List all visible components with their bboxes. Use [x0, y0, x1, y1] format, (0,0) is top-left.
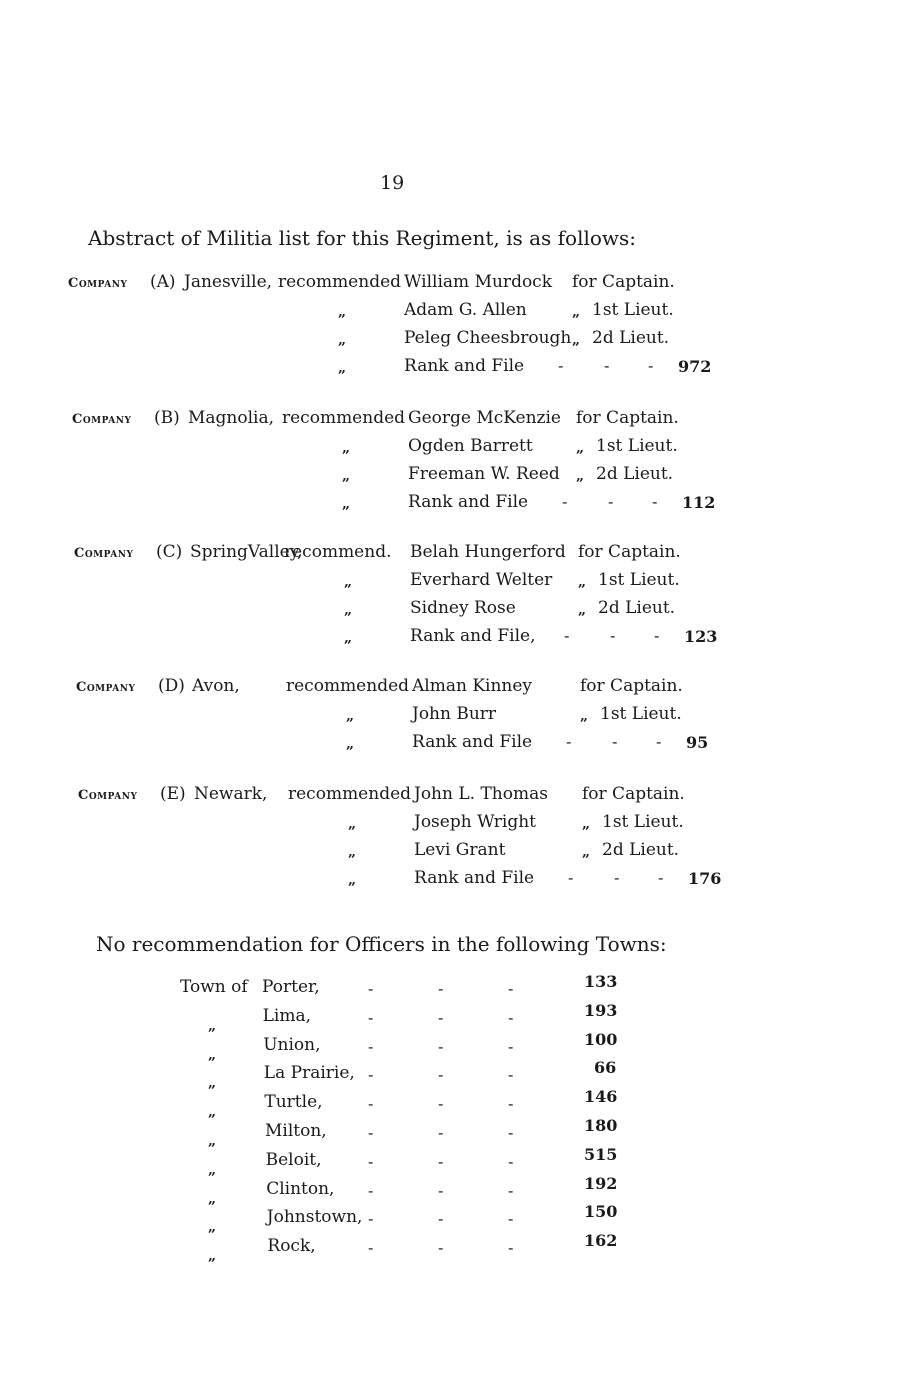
officer-name: Rank and File, — [410, 626, 536, 646]
recommended-label: recommended — [288, 784, 412, 804]
leader-dash: - — [508, 1036, 514, 1056]
ditto-mark: „ — [346, 736, 355, 752]
officer-name: Belah Hungerford — [410, 542, 566, 562]
ditto-mark: „ — [578, 574, 587, 590]
ditto-mark: „ — [208, 1017, 217, 1034]
leader-dash: - — [438, 1007, 444, 1027]
leader-dash: - — [438, 979, 444, 998]
leader-dash: - — [438, 1151, 444, 1171]
ditto-mark: „ — [582, 816, 591, 832]
leader-dash: - — [368, 1180, 374, 1200]
leader-dash: - — [508, 1065, 514, 1085]
ditto-mark: „ — [338, 332, 347, 348]
ditto-mark: „ — [208, 1248, 217, 1265]
officer-name: William Murdock — [404, 272, 553, 292]
rank-file-count: 176 — [688, 869, 722, 888]
leader-dash: - — [508, 1180, 514, 1200]
leader-dash: - — [368, 1036, 374, 1056]
leader-dash: - — [566, 732, 572, 751]
leader-dash: - — [438, 1065, 444, 1085]
officer-rank: 2d Lieut. — [592, 328, 670, 348]
officer-rank: 2d Lieut. — [596, 464, 674, 484]
ditto-mark: „ — [576, 440, 585, 456]
recommended-label: recommend. — [284, 542, 392, 562]
officer-name: Rank and File — [414, 868, 535, 888]
ditto-mark: „ — [576, 468, 585, 484]
officer-name: Levi Grant — [414, 840, 506, 860]
officer-name: Ogden Barrett — [408, 436, 533, 456]
officer-name: Sidney Rose — [410, 598, 516, 618]
officer-name: Freeman W. Reed — [408, 464, 560, 484]
leader-dash: - — [658, 868, 664, 887]
leader-dash: - — [508, 1209, 514, 1229]
officer-name: Joseph Wright — [414, 812, 537, 832]
abstract-heading: Abstract of Militia list for this Regiment, is as follows: — [88, 226, 637, 250]
town-prefix: Town of — [180, 977, 248, 997]
leader-dash: - — [368, 1007, 374, 1027]
ditto-mark: „ — [208, 1133, 217, 1149]
officer-rank: for Captain. — [572, 272, 675, 292]
rank-file-count: 95 — [686, 733, 709, 752]
officer-name: George McKenzie — [408, 408, 561, 428]
leader-dash: - — [368, 1094, 374, 1114]
leader-dash: - — [438, 1180, 444, 1200]
recommended-label: recommended — [286, 676, 410, 696]
town-name: Clinton, — [266, 1178, 335, 1199]
leader-dash: - — [610, 626, 616, 645]
leader-dash: - — [568, 868, 574, 887]
leader-dash: - — [438, 1094, 444, 1114]
leader-dash: - — [604, 356, 610, 375]
officer-rank: 2d Lieut. — [602, 840, 680, 860]
officer-rank: 2d Lieut. — [598, 598, 676, 618]
recommended-label: recommended — [278, 272, 402, 292]
leader-dash: - — [608, 492, 614, 511]
leader-dash: - — [564, 626, 570, 645]
town-name: Johnstown, — [266, 1207, 363, 1228]
ditto-mark: „ — [580, 708, 589, 724]
town-name: Rock, — [267, 1236, 316, 1257]
town-count: 150 — [584, 1202, 618, 1222]
town-count: 146 — [584, 1087, 618, 1107]
rank-file-count: 972 — [678, 357, 712, 376]
town-count: 133 — [584, 972, 618, 991]
leader-dash: - — [614, 868, 620, 887]
town-count: 515 — [584, 1144, 618, 1164]
town-name: Beloit, — [265, 1149, 322, 1170]
ditto-mark: „ — [338, 304, 347, 320]
ditto-mark: „ — [348, 872, 357, 888]
officer-rank: for Captain. — [576, 408, 679, 428]
company-town: Newark, — [194, 784, 268, 804]
ditto-mark: „ — [572, 304, 581, 320]
town-count: 180 — [584, 1116, 618, 1135]
company-letter: (B) — [154, 408, 180, 428]
rank-file-count: 123 — [684, 627, 718, 646]
leader-dash: - — [612, 732, 618, 751]
company-label: Company — [76, 680, 136, 695]
officer-rank: 1st Lieut. — [598, 570, 680, 590]
company-letter: (E) — [160, 784, 186, 804]
officer-name: Adam G. Allen — [404, 300, 527, 320]
ditto-mark: „ — [346, 708, 355, 724]
company-town: Avon, — [192, 676, 240, 696]
company-town: Magnolia, — [188, 408, 275, 428]
leader-dash: - — [508, 979, 514, 998]
officer-rank: for Captain. — [578, 542, 681, 562]
officer-rank: 1st Lieut. — [592, 300, 674, 320]
leader-dash: - — [508, 1123, 514, 1142]
ditto-mark: „ — [344, 602, 353, 618]
town-count: 162 — [584, 1231, 618, 1251]
company-letter: (A) — [150, 272, 176, 292]
company-label: Company — [72, 412, 132, 427]
rank-file-count: 112 — [682, 493, 716, 512]
leader-dash: - — [508, 1094, 514, 1114]
leader-dash: - — [368, 1151, 374, 1171]
ditto-mark: „ — [582, 844, 591, 860]
ditto-mark: „ — [208, 1075, 217, 1092]
ditto-mark: „ — [348, 816, 357, 832]
town-name: Porter, — [262, 977, 320, 997]
page-number: 19 — [380, 172, 405, 194]
leader-dash: - — [438, 1036, 444, 1056]
ditto-mark: „ — [344, 574, 353, 590]
town-count: 66 — [594, 1058, 617, 1078]
officer-rank: 1st Lieut. — [602, 812, 684, 832]
town-name: Turtle, — [264, 1092, 323, 1113]
company-town: Janesville, — [184, 272, 273, 292]
company-label: Company — [74, 546, 134, 561]
leader-dash: - — [368, 1123, 374, 1142]
officer-rank: 1st Lieut. — [596, 436, 678, 456]
ditto-mark: „ — [578, 602, 587, 618]
leader-dash: - — [652, 492, 658, 511]
ditto-mark: „ — [572, 332, 581, 348]
company-town: SpringValley, — [190, 542, 303, 562]
ditto-mark: „ — [342, 496, 351, 512]
leader-dash: - — [656, 732, 662, 751]
leader-dash: - — [368, 979, 374, 998]
officer-name: Everhard Welter — [410, 570, 553, 590]
leader-dash: - — [508, 1007, 514, 1027]
leader-dash: - — [648, 356, 654, 375]
officer-name: John Burr — [412, 704, 497, 724]
company-letter: (D) — [158, 676, 185, 696]
ditto-mark: „ — [342, 468, 351, 484]
town-count: 100 — [584, 1029, 618, 1049]
leader-dash: - — [438, 1123, 444, 1142]
recommended-label: recommended — [282, 408, 406, 428]
leader-dash: - — [438, 1209, 444, 1229]
ditto-mark: „ — [348, 844, 357, 860]
company-label: Company — [78, 788, 138, 803]
leader-dash: - — [558, 356, 564, 375]
officer-rank: for Captain. — [580, 676, 683, 696]
ditto-mark: „ — [344, 630, 353, 646]
leader-dash: - — [368, 1065, 374, 1085]
officer-name: Rank and File — [404, 356, 525, 376]
town-name: Lima, — [262, 1005, 311, 1026]
town-count: 192 — [584, 1173, 618, 1193]
officer-name: John L. Thomas — [414, 784, 548, 804]
ditto-mark: „ — [208, 1190, 217, 1207]
leader-dash: - — [368, 1209, 374, 1229]
officer-rank: 1st Lieut. — [600, 704, 682, 724]
officer-name: Rank and File — [412, 732, 533, 752]
officer-name: Alman Kinney — [412, 676, 533, 696]
town-name: Union, — [263, 1034, 321, 1055]
leader-dash: - — [508, 1151, 514, 1171]
company-label: Company — [68, 276, 128, 291]
leader-dash: - — [508, 1238, 514, 1258]
ditto-mark: „ — [208, 1219, 217, 1236]
town-name: La Prairie, — [263, 1063, 355, 1084]
ditto-mark: „ — [208, 1046, 217, 1063]
officer-name: Peleg Cheesbrough — [404, 328, 572, 348]
leader-dash: - — [562, 492, 568, 511]
town-name: Milton, — [265, 1121, 327, 1141]
ditto-mark: „ — [208, 1104, 217, 1121]
leader-dash: - — [368, 1238, 374, 1258]
ditto-mark: „ — [342, 440, 351, 456]
officer-rank: for Captain. — [582, 784, 685, 804]
town-count: 193 — [584, 1000, 618, 1020]
officer-name: Rank and File — [408, 492, 529, 512]
ditto-mark: „ — [208, 1161, 217, 1178]
no-recommendation-heading: No recommendation for Officers in the following Towns: — [96, 932, 667, 956]
leader-dash: - — [438, 1238, 444, 1258]
company-letter: (C) — [156, 542, 183, 562]
leader-dash: - — [654, 626, 660, 645]
ditto-mark: „ — [338, 360, 347, 376]
